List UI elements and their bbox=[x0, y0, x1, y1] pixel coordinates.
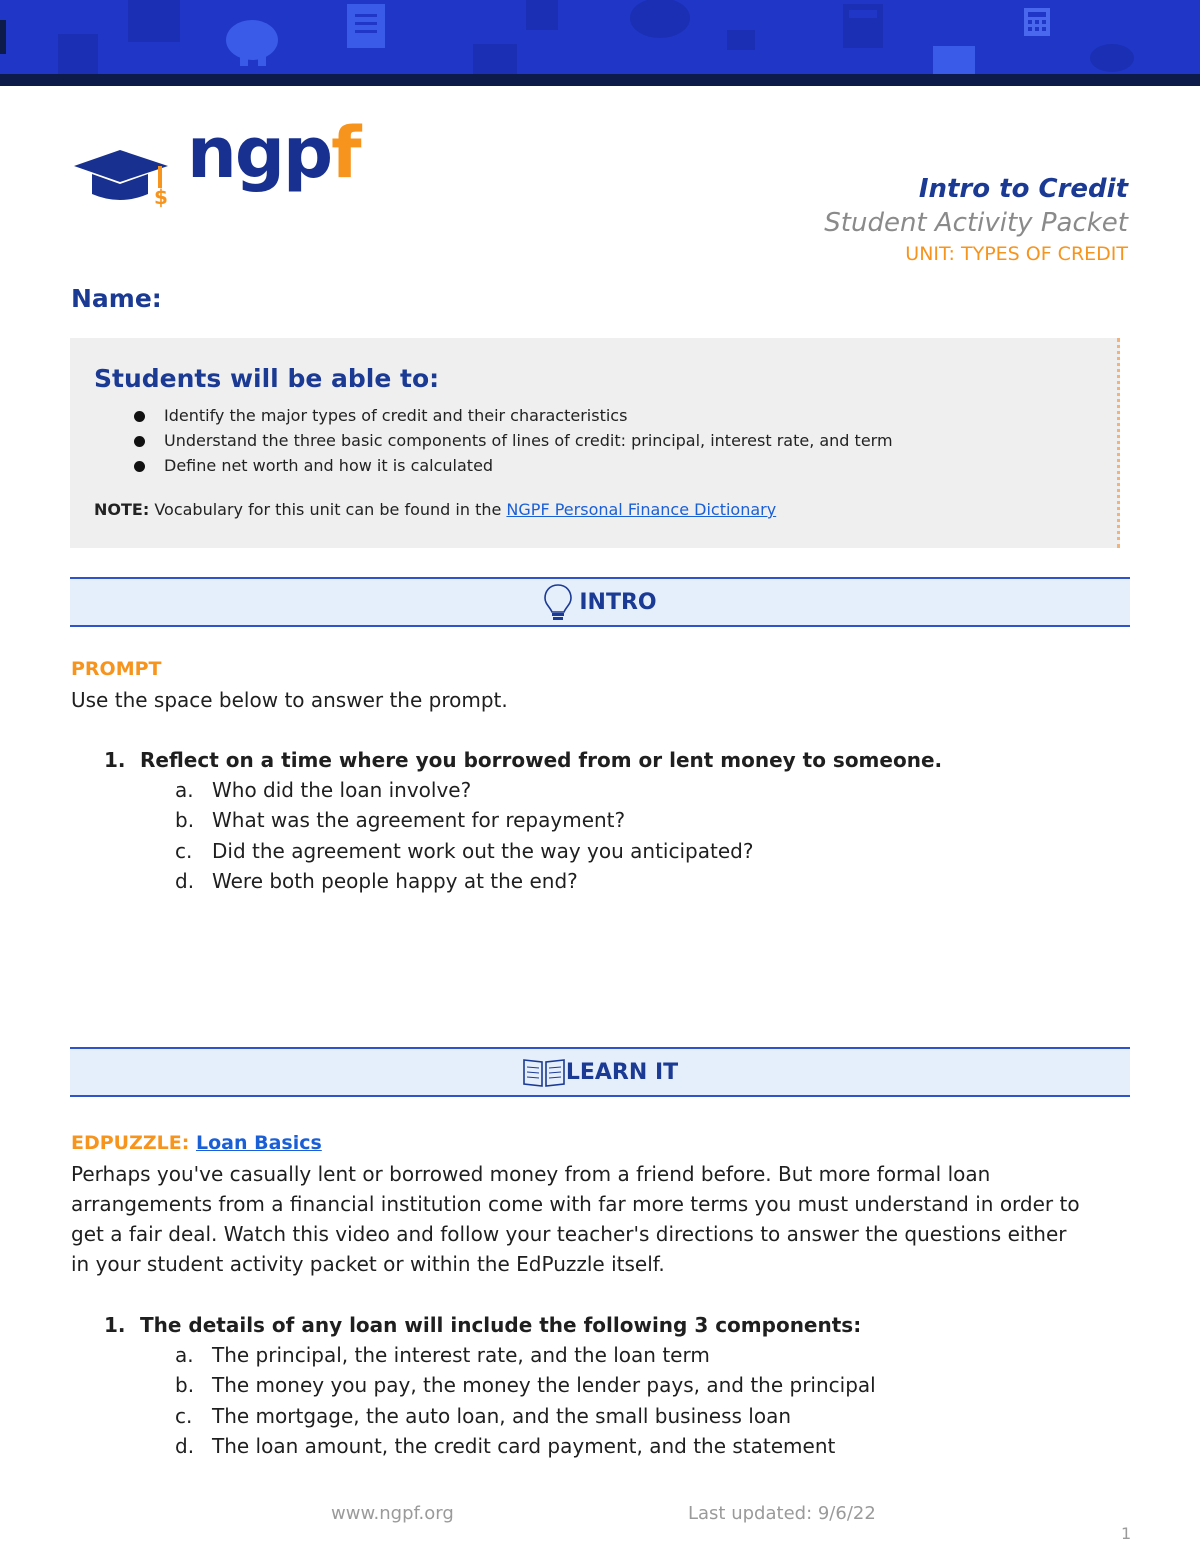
objectives-list bbox=[134, 403, 1093, 478]
header-banner bbox=[0, 0, 1200, 74]
objective-item: Identify the major types of credit and their characteristics bbox=[134, 403, 1093, 428]
footer-website: www.ngpf.org bbox=[331, 1503, 454, 1524]
prompt-text: Use the space below to answer the prompt. bbox=[71, 688, 508, 712]
book-icon bbox=[522, 1056, 566, 1088]
objectives-title: Students will be able to: bbox=[94, 364, 440, 393]
piggy-bank-icon bbox=[1090, 44, 1134, 72]
learn-paragraph: Perhaps you've casually lent or borrowed money from a friend before. But more formal loan arrangements from a financial institution come with far more terms you must understand in order to get a fair deal. Watch this video and follow your teacher's directions to answer the questions either in your student activity packet or within the EdPuzzle itself. bbox=[71, 1162, 1080, 1276]
learn-section-header bbox=[70, 1047, 1130, 1097]
folder-icon bbox=[727, 30, 755, 50]
objective-item: Define net worth and how it is calculated bbox=[134, 453, 1093, 478]
learn-section-label: LEARN IT bbox=[565, 1059, 679, 1085]
question-text: The details of any loan will include the following 3 components: bbox=[140, 1313, 862, 1337]
option-item: d. Were both people happy at the end? bbox=[175, 868, 578, 893]
learn-options bbox=[175, 1340, 876, 1461]
dictionary-link[interactable]: NGPF Personal Finance Dictionary bbox=[506, 500, 777, 519]
loan-basics-link[interactable]: Loan Basics bbox=[195, 1132, 322, 1154]
graduation-cap-icon bbox=[72, 148, 182, 208]
lightbulb-icon bbox=[543, 582, 573, 622]
intro-section-header bbox=[70, 577, 1130, 627]
banner-edge bbox=[0, 20, 6, 54]
vocabulary-note bbox=[94, 500, 1093, 519]
note-text: Vocabulary for this unit can be found in the bbox=[149, 500, 507, 519]
intro-section-label: INTRO bbox=[579, 589, 657, 615]
piggy-bank-icon bbox=[226, 20, 278, 66]
intro-options bbox=[175, 775, 753, 896]
note-label: NOTE: bbox=[94, 500, 150, 519]
svg-text:$: $ bbox=[154, 185, 168, 208]
objective-item: Understand the three basic components of lines of credit: principal, interest rate, and term bbox=[134, 428, 1093, 453]
calculator-icon bbox=[1024, 8, 1050, 36]
calculator-icon bbox=[526, 0, 558, 30]
piggy-bank-icon bbox=[630, 0, 690, 38]
calculator-icon bbox=[843, 4, 883, 48]
objectives-box bbox=[70, 338, 1120, 548]
option-item: b. The money you pay, the money the lender pays, and the principal bbox=[175, 1373, 876, 1398]
page-number: 1 bbox=[1121, 1524, 1132, 1543]
option-item: c. Did the agreement work out the way you anticipated? bbox=[175, 838, 754, 863]
folder-icon bbox=[933, 46, 975, 74]
question-number: 1. bbox=[104, 748, 126, 772]
document-icon bbox=[347, 4, 385, 48]
banner-stripe bbox=[0, 74, 1200, 86]
prompt-label: PROMPT bbox=[71, 658, 162, 680]
learn-question bbox=[104, 1313, 861, 1337]
option-item: a. The principal, the interest rate, and the loan term bbox=[175, 1343, 710, 1367]
folder-icon bbox=[473, 44, 517, 74]
unit-label: UNIT: TYPES OF CREDIT bbox=[905, 243, 1128, 265]
edpuzzle-label: EDPUZZLE: bbox=[71, 1132, 196, 1154]
footer-last-updated: Last updated: 9/6/22 bbox=[688, 1503, 876, 1524]
option-item: b. What was the agreement for repayment? bbox=[175, 808, 626, 833]
question-text: Reflect on a time where you borrowed from or lent money to someone. bbox=[140, 748, 943, 772]
question-number: 1. bbox=[104, 1313, 126, 1337]
name-label: Name: bbox=[71, 284, 162, 313]
document-icon bbox=[58, 34, 98, 74]
option-item: a. Who did the loan involve? bbox=[175, 778, 472, 802]
packet-title: Intro to Credit bbox=[918, 174, 1128, 204]
logo-wordmark: ngpf bbox=[187, 112, 360, 194]
option-item: c. The mortgage, the auto loan, and the small business loan bbox=[175, 1403, 792, 1428]
intro-question bbox=[104, 748, 942, 772]
banner-pattern bbox=[0, 0, 1200, 74]
edpuzzle-heading bbox=[71, 1132, 322, 1154]
packet-subtitle: Student Activity Packet bbox=[824, 208, 1128, 238]
option-item: d. The loan amount, the credit card payment, and the statement bbox=[175, 1433, 836, 1458]
folder-icon bbox=[128, 0, 180, 42]
